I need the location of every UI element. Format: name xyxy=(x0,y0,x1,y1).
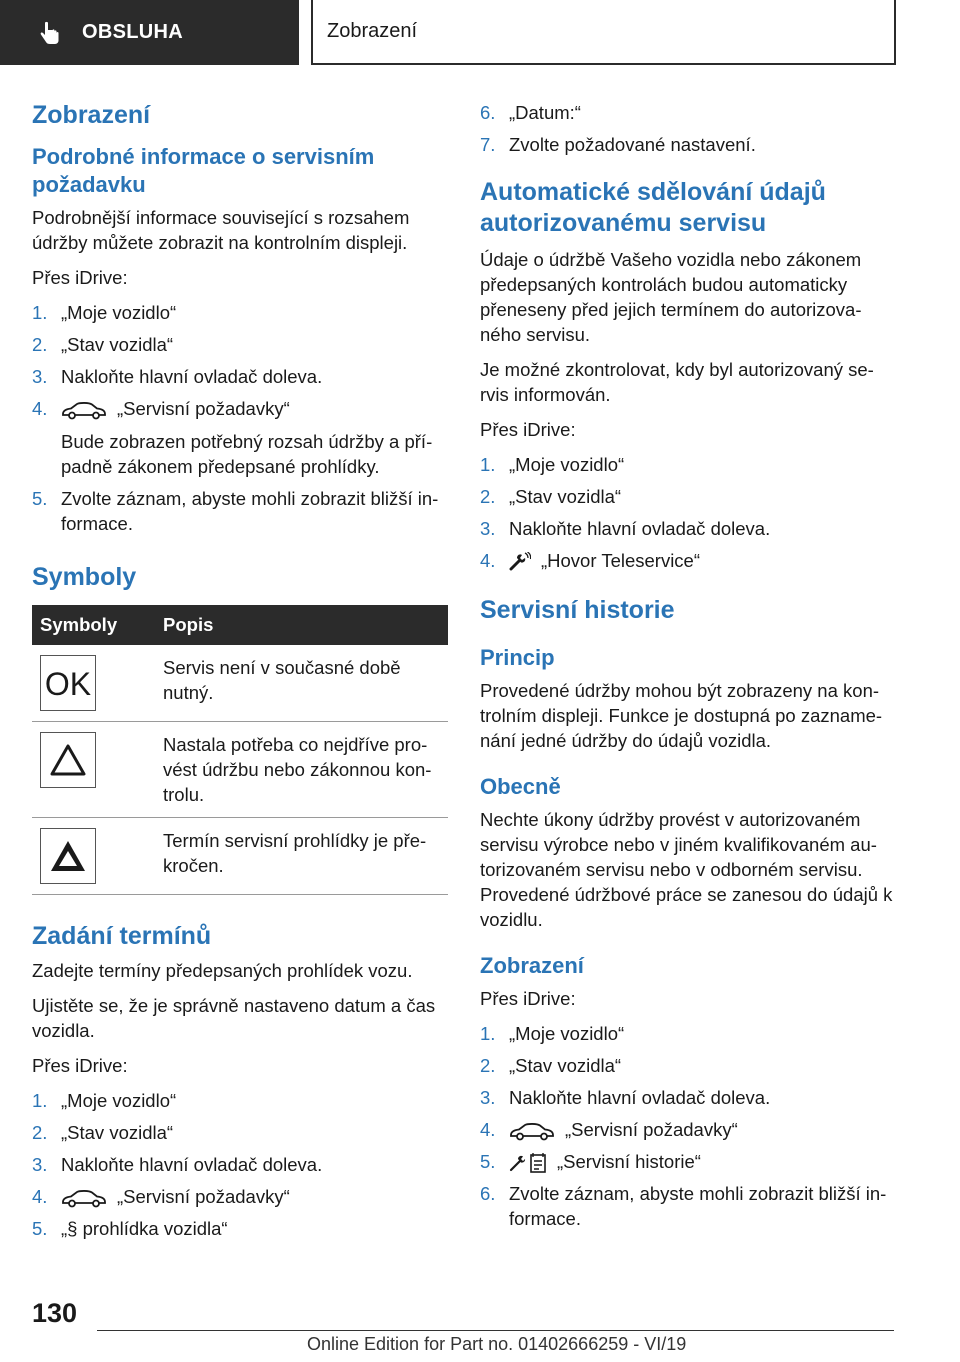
steps-auto xyxy=(480,452,894,573)
para-detail: Podrobnější informace související s rozsahem údržby můžete zobrazit na kontrolním displeji. xyxy=(32,207,410,253)
table-row: Termín servisní prohlídky je pře-kročen. xyxy=(32,818,448,895)
para-via-idrive-2: Přes iDrive: xyxy=(32,1055,128,1076)
heading-history: Servisní historie xyxy=(480,596,675,624)
steps-history xyxy=(480,1021,894,1231)
para-via-idrive-3: Přes iDrive: xyxy=(480,419,576,440)
list-item: 2. „Stav vozidla“ xyxy=(480,486,622,507)
list-item: 5. „Servisní historie“ xyxy=(480,1149,894,1174)
svg-text:OK: OK xyxy=(44,666,92,702)
car-service-icon xyxy=(61,400,107,420)
section-label: OBSLUHA xyxy=(82,21,183,43)
para-dates-1: Zadejte termíny předepsaných prohlídek vozu. xyxy=(32,960,413,981)
warning-filled-icon xyxy=(48,838,88,874)
para-via-idrive: Přes iDrive: xyxy=(32,267,128,288)
left-column xyxy=(32,100,448,1253)
para-via-idrive-4: Přes iDrive: xyxy=(480,988,576,1009)
list-item: 5. „§ prohlídka vozidla“ xyxy=(32,1218,228,1239)
list-item: 4. „Servisní požadavky“ xyxy=(32,1186,290,1207)
list-item: 1. „Moje vozidlo“ xyxy=(32,302,177,323)
heading-detail: Podrobné informace o servisním požadavku xyxy=(32,144,375,197)
list-item: 4. „Servisní požadavky“ Bude zobrazen potřebný rozsah údržby a pří-padně zákonem předepsané prohlídky. xyxy=(32,398,433,477)
table-row: OK Servis není v současné době nutný. xyxy=(32,645,448,722)
page-title: Zobrazení xyxy=(327,20,418,42)
list-item: 1. „Moje vozidlo“ xyxy=(480,1023,625,1044)
steps-dates xyxy=(32,1088,448,1241)
list-item: 2. „Stav vozidla“ xyxy=(32,334,174,355)
steps-detail xyxy=(32,300,448,536)
list-item: 5. Zvolte záznam, abyste mohli zobrazit bližší in-formace. xyxy=(32,488,439,534)
heading-principle: Princip xyxy=(480,645,555,670)
list-item: 6. Zvolte záznam, abyste mohli zobrazit bližší in-formace. xyxy=(480,1183,887,1230)
heading-display: Zobrazení xyxy=(32,101,151,129)
footer-divider xyxy=(97,1330,894,1331)
list-item: 1. „Moje vozidlo“ xyxy=(32,1090,177,1111)
list-item: 4. „Hovor Teleservice“ xyxy=(480,550,701,571)
heading-general: Obecně xyxy=(480,774,561,799)
heading-dates: Zadání termínů xyxy=(32,922,212,950)
symbols-table xyxy=(32,605,448,895)
list-item: 3. Nakloňte hlavní ovladač doleva. xyxy=(480,518,771,539)
page-number: 130 xyxy=(32,1298,78,1328)
para-general: Nechte úkony údržby provést v autorizovaném servisu výrobce nebo v jiném kvalifikovaném au-torizovaném servisu nebo v odborném servisu. Provedené údržbové práce se zanesou do údajů k vozidlu. xyxy=(480,809,893,930)
list-item: 7. Zvolte požadované nastavení. xyxy=(480,134,756,155)
table-header: Symboly xyxy=(32,605,155,645)
list-item: 2. „Stav vozidla“ xyxy=(32,1122,174,1143)
list-item: 1. „Moje vozidlo“ xyxy=(480,454,625,475)
para-principle: Provedené údržby mohou být zobrazeny na kon-trolním displeji. Funkce je dostupná po zazname-nání jedné údržby do údajů vozidla. xyxy=(480,680,883,751)
table-header: Popis xyxy=(155,605,448,645)
car-service-icon xyxy=(61,1188,107,1208)
heading-auto: Automatické sdělování údajů autorizovanému servisu xyxy=(480,178,826,237)
teleservice-wrench-icon xyxy=(509,552,531,572)
steps-dates-cont xyxy=(480,100,894,157)
warning-outline-icon xyxy=(48,742,88,778)
list-item: 3. Nakloňte hlavní ovladač doleva. xyxy=(480,1087,771,1108)
list-item: 4. „Servisní požadavky“ xyxy=(480,1119,738,1140)
edition-text: Online Edition for Part no. 01402666259 - VI/19 xyxy=(307,1334,687,1354)
list-item: 6. „Datum:“ xyxy=(480,102,581,123)
car-service-icon xyxy=(509,1121,555,1141)
para-dates-2: Ujistěte se, že je správně nastaveno datum a čas vozidla. xyxy=(32,995,436,1041)
list-item: 3. Nakloňte hlavní ovladač doleva. xyxy=(32,1154,323,1175)
header-section-tab xyxy=(0,0,299,65)
list-item: 2. „Stav vozidla“ xyxy=(480,1055,622,1076)
table-row: Nastala potřeba co nejdříve pro-vést údržbu nebo zákonnou kon-trolu. xyxy=(32,722,448,818)
para-auto-1: Údaje o údržbě Vašeho vozidla nebo zákonem předepsaných kontrolách budou automaticky přeneseny před jejich termínem do autorizova-ného servisu. xyxy=(480,249,862,345)
right-column xyxy=(480,100,894,1243)
para-auto-2: Je možné zkontrolovat, kdy byl autorizovaný se-rvis informován. xyxy=(480,359,874,405)
list-item: 3. Nakloňte hlavní ovladač doleva. xyxy=(32,366,323,387)
hand-pointer-icon xyxy=(36,19,64,47)
heading-symbols: Symboly xyxy=(32,563,137,591)
service-history-icon xyxy=(509,1152,547,1174)
heading-display-2: Zobrazení xyxy=(480,953,584,978)
ok-symbol-icon xyxy=(43,663,93,703)
header-title-box xyxy=(311,0,896,65)
